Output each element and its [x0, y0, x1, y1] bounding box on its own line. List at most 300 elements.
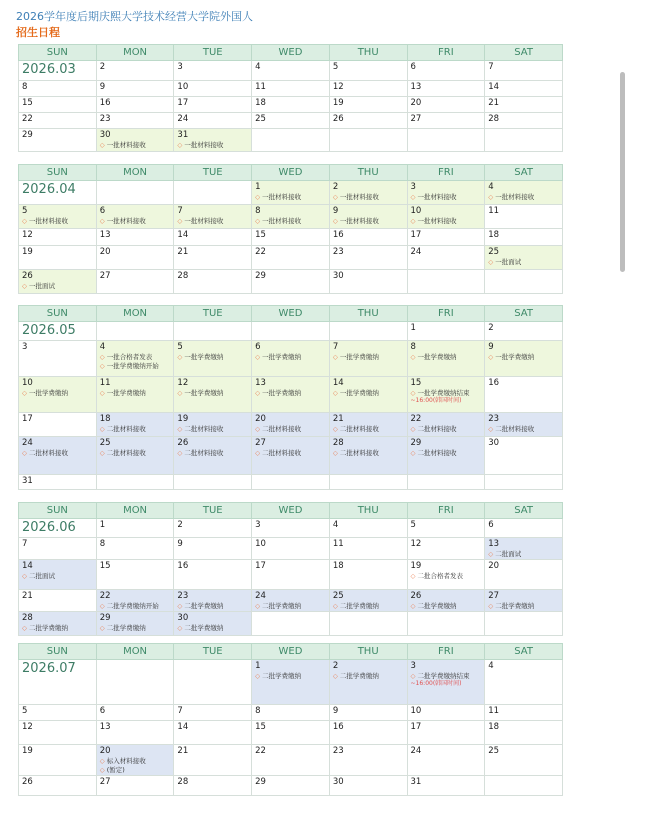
- event-label: [255, 389, 326, 397]
- day-number: 7: [177, 706, 183, 716]
- day-number: 5: [332, 62, 339, 72]
- day-number: 4: [488, 182, 494, 192]
- week-row: [19, 538, 563, 560]
- day-cell: [485, 612, 563, 636]
- diamond-icon: ◇: [99, 425, 105, 433]
- event-text: 一批材料接收: [417, 217, 457, 225]
- event-text: 二批材料接收: [184, 449, 224, 457]
- day-number: 6: [488, 520, 494, 530]
- day-cell: [96, 181, 174, 205]
- event-text: 二批面试: [495, 550, 522, 558]
- day-cell: [485, 81, 563, 97]
- weekday-label: WED: [252, 644, 330, 660]
- day-cell: [174, 538, 252, 560]
- day-cell: [329, 322, 407, 341]
- day-number: 28: [177, 777, 189, 787]
- day-cell: [407, 181, 485, 205]
- diamond-icon: ◇: [410, 449, 416, 457]
- week-row: [19, 81, 563, 97]
- day-cell: [174, 660, 252, 705]
- event-text: 一批学费缴纳: [495, 353, 535, 361]
- event-label: [411, 449, 482, 457]
- event-text: 二批合格者发表: [417, 572, 464, 580]
- day-number: 15: [99, 561, 111, 571]
- day-cell: [252, 705, 330, 721]
- day-number: 26: [410, 591, 422, 601]
- event-label: [411, 217, 482, 225]
- event-text: 一批学费缴纳: [262, 353, 302, 361]
- day-number: 7: [332, 342, 339, 352]
- event-label: [22, 217, 93, 225]
- day-cell: [485, 322, 563, 341]
- day-cell: [96, 413, 174, 437]
- day-number: 29: [99, 613, 111, 623]
- event-label: [177, 602, 248, 610]
- event-text: 一批学费缴纳: [106, 389, 146, 397]
- day-number: 20: [99, 247, 111, 257]
- weekday-label: MON: [96, 503, 174, 519]
- weekday-label: THU: [329, 503, 407, 519]
- diamond-icon: ◇: [177, 425, 183, 433]
- weekday-label: MON: [96, 45, 174, 61]
- event-text: 二批学费缴纳: [495, 602, 535, 610]
- day-cell: [96, 229, 174, 246]
- week-row: [19, 560, 563, 590]
- day-cell: [407, 745, 485, 776]
- day-cell: [485, 560, 563, 590]
- day-cell: [407, 377, 485, 413]
- event-text: 二批学费缴纳开始: [106, 602, 159, 610]
- day-number: 2: [332, 182, 339, 192]
- day-cell: [252, 97, 330, 113]
- event-label: [100, 449, 171, 457]
- month-label: 2026.04: [22, 182, 76, 197]
- day-number: 3: [177, 62, 183, 72]
- day-cell: [252, 475, 330, 490]
- day-cell: [174, 81, 252, 97]
- weekday-label: TUE: [174, 306, 252, 322]
- week-row: [19, 413, 563, 437]
- event-label: [177, 389, 248, 397]
- day-number: 29: [255, 271, 266, 281]
- day-number: 1: [255, 661, 261, 671]
- diamond-icon: ◇: [177, 141, 183, 149]
- day-cell: [252, 129, 330, 152]
- month-block: [18, 44, 563, 152]
- day-number: 30: [488, 438, 500, 448]
- day-cell: [252, 322, 330, 341]
- day-cell: [96, 745, 174, 776]
- week-row: [19, 660, 563, 705]
- weekday-label: TUE: [174, 503, 252, 519]
- day-cell: [174, 270, 252, 294]
- event-label: [22, 449, 93, 457]
- day-number: 25: [255, 114, 266, 124]
- event-label: [488, 353, 559, 361]
- weekday-header-row: [19, 644, 563, 660]
- event-label: [333, 672, 404, 680]
- day-number: 14: [22, 561, 33, 571]
- month-label: 2026.03: [22, 62, 76, 77]
- day-cell: [252, 776, 330, 796]
- event-label: [488, 602, 559, 610]
- day-cell: [19, 81, 97, 97]
- event-text: 二批材料接收: [106, 425, 146, 433]
- week-row: [19, 113, 563, 129]
- day-cell: [407, 721, 485, 745]
- diamond-icon: ◇: [488, 353, 494, 361]
- weekday-label: SAT: [485, 45, 563, 61]
- day-cell: [329, 705, 407, 721]
- day-number: 19: [332, 98, 344, 108]
- day-number: 2: [332, 661, 339, 671]
- day-number: 28: [22, 613, 33, 623]
- event-label: [22, 282, 93, 290]
- day-cell: [329, 437, 407, 475]
- day-number: 6: [410, 62, 416, 72]
- day-cell: [96, 519, 174, 538]
- day-cell: [96, 322, 174, 341]
- diamond-icon: ◇: [99, 141, 105, 149]
- day-cell: [329, 475, 407, 490]
- diamond-icon: ◇: [99, 217, 105, 225]
- day-cell: [252, 560, 330, 590]
- day-cell: [252, 246, 330, 270]
- day-cell: [485, 341, 563, 377]
- month-block: [18, 643, 563, 796]
- event-text: 二批材料接收: [495, 425, 535, 433]
- day-cell: [407, 538, 485, 560]
- diamond-icon: ◇: [255, 672, 261, 680]
- week-row: [19, 181, 563, 205]
- diamond-icon: ◇: [22, 572, 27, 580]
- event-text: 二批学费缴纳: [29, 624, 68, 632]
- weekday-label: SAT: [485, 503, 563, 519]
- day-cell: [485, 413, 563, 437]
- day-cell: [96, 612, 174, 636]
- day-cell: [407, 205, 485, 229]
- day-number: 10: [410, 706, 422, 716]
- week-row: [19, 437, 563, 475]
- day-cell: [19, 181, 97, 205]
- event-label: [411, 353, 482, 361]
- day-cell: [329, 413, 407, 437]
- day-cell: [485, 246, 563, 270]
- event-text: 二批材料接收: [417, 425, 457, 433]
- diamond-icon: ◇: [177, 353, 183, 361]
- day-number: 14: [488, 82, 500, 92]
- day-number: 9: [488, 342, 494, 352]
- day-number: 25: [99, 438, 111, 448]
- day-cell: [329, 113, 407, 129]
- day-cell: [329, 519, 407, 538]
- day-cell: [96, 246, 174, 270]
- day-number: 30: [177, 613, 189, 623]
- diamond-icon: ◇: [488, 193, 494, 201]
- day-cell: [485, 97, 563, 113]
- event-label: [255, 217, 326, 225]
- weekday-label: SUN: [19, 45, 97, 61]
- week-row: [19, 246, 563, 270]
- day-number: 8: [255, 706, 261, 716]
- day-cell: [407, 590, 485, 612]
- day-cell: [485, 590, 563, 612]
- diamond-icon: ◇: [22, 282, 27, 290]
- day-number: 5: [410, 520, 416, 530]
- day-number: 30: [332, 777, 344, 787]
- weekday-label: WED: [252, 503, 330, 519]
- event-text: 一批学费缴纳结束: [417, 389, 470, 397]
- event-label: [177, 425, 248, 433]
- week-row: [19, 475, 563, 490]
- day-number: 3: [410, 661, 416, 671]
- event-text: 二批学费缴纳: [262, 672, 302, 680]
- event-text: 二批学费缴纳: [184, 602, 224, 610]
- day-cell: [96, 660, 174, 705]
- diamond-icon: ◇: [22, 389, 27, 397]
- day-number: 22: [255, 247, 266, 257]
- weekday-label: SAT: [485, 644, 563, 660]
- event-label: [488, 193, 559, 201]
- day-cell: [485, 519, 563, 538]
- day-number: 11: [99, 378, 111, 388]
- diamond-icon: ◇: [177, 449, 183, 457]
- event-text: 一批学费缴纳: [262, 389, 302, 397]
- day-cell: [407, 560, 485, 590]
- day-number: 26: [22, 271, 33, 281]
- day-cell: [96, 377, 174, 413]
- day-number: 29: [255, 777, 266, 787]
- day-number: 9: [332, 706, 339, 716]
- weekday-label: SAT: [485, 306, 563, 322]
- day-number: 14: [177, 722, 189, 732]
- page-subtitle: 招生日程: [16, 26, 60, 39]
- day-number: 10: [177, 82, 189, 92]
- scrollbar-thumb[interactable]: [620, 72, 625, 272]
- day-number: 11: [255, 82, 266, 92]
- day-cell: [19, 519, 97, 538]
- diamond-icon: ◇: [410, 353, 416, 361]
- diamond-icon: ◇: [255, 389, 261, 397]
- day-cell: [174, 590, 252, 612]
- week-row: [19, 590, 563, 612]
- event-label: [255, 602, 326, 610]
- day-number: 13: [99, 230, 111, 240]
- day-number: 13: [410, 82, 422, 92]
- weekday-header-row: [19, 306, 563, 322]
- event-label: [255, 672, 326, 680]
- event-label: [411, 602, 482, 610]
- day-number: 12: [22, 230, 33, 240]
- diamond-icon: ◇: [99, 624, 105, 632]
- day-cell: [96, 705, 174, 721]
- day-cell: [174, 745, 252, 776]
- diamond-icon: ◇: [332, 449, 338, 457]
- event-text: 二批学费缴纳: [339, 672, 379, 680]
- event-label: [100, 389, 171, 397]
- event-text: 二批学费缴纳结束: [417, 672, 470, 680]
- event-label: [100, 362, 171, 370]
- day-number: 27: [99, 777, 111, 787]
- day-number: 23: [332, 746, 344, 756]
- day-cell: [485, 229, 563, 246]
- day-number: 30: [332, 271, 344, 281]
- weekday-label: SAT: [485, 165, 563, 181]
- day-number: 20: [255, 414, 266, 424]
- event-text: 一批材料接收: [417, 193, 457, 201]
- day-cell: [329, 721, 407, 745]
- event-label: [411, 672, 482, 680]
- diamond-icon: ◇: [410, 425, 416, 433]
- day-number: 15: [410, 378, 422, 388]
- day-cell: [407, 61, 485, 81]
- event-text: 一批学费缴纳: [417, 353, 457, 361]
- day-cell: [96, 776, 174, 796]
- diamond-icon: ◇: [177, 389, 183, 397]
- day-cell: [19, 229, 97, 246]
- event-label: [333, 425, 404, 433]
- day-cell: [19, 97, 97, 113]
- day-number: 31: [177, 130, 189, 140]
- event-label: [22, 572, 93, 580]
- event-label: [488, 550, 559, 558]
- event-label: [100, 766, 171, 774]
- diamond-icon: ◇: [332, 672, 338, 680]
- event-text: 一批材料接收: [106, 217, 146, 225]
- day-cell: [19, 660, 97, 705]
- day-cell: [96, 475, 174, 490]
- day-number: 5: [22, 206, 28, 216]
- day-cell: [407, 475, 485, 490]
- day-cell: [329, 612, 407, 636]
- day-cell: [19, 475, 97, 490]
- day-cell: [252, 61, 330, 81]
- day-number: 15: [22, 98, 33, 108]
- day-cell: [407, 413, 485, 437]
- day-number: 21: [177, 746, 189, 756]
- day-number: 26: [177, 438, 189, 448]
- diamond-icon: ◇: [99, 757, 105, 765]
- week-row: [19, 61, 563, 81]
- day-number: 10: [22, 378, 33, 388]
- day-number: 9: [332, 206, 339, 216]
- day-cell: [485, 61, 563, 81]
- diamond-icon: ◇: [488, 425, 494, 433]
- event-text: 一批学费缴纳: [184, 353, 224, 361]
- day-number: 13: [99, 722, 111, 732]
- day-cell: [19, 205, 97, 229]
- event-label: [177, 624, 248, 632]
- day-cell: [252, 205, 330, 229]
- day-number: 3: [255, 520, 261, 530]
- day-number: 20: [488, 561, 500, 571]
- day-cell: [329, 246, 407, 270]
- event-label: [333, 449, 404, 457]
- event-text: 一批材料接收: [184, 217, 224, 225]
- day-number: 19: [22, 746, 33, 756]
- day-number: 12: [177, 378, 189, 388]
- day-number: 23: [488, 414, 500, 424]
- event-label: [22, 389, 93, 397]
- day-cell: [407, 322, 485, 341]
- day-number: 8: [255, 206, 261, 216]
- day-cell: [174, 129, 252, 152]
- day-cell: [19, 437, 97, 475]
- day-number: 29: [22, 130, 33, 140]
- weekday-label: FRI: [407, 503, 485, 519]
- week-row: [19, 322, 563, 341]
- day-cell: [96, 81, 174, 97]
- month-block: [18, 502, 563, 636]
- day-number: 1: [255, 182, 261, 192]
- weekday-header-row: [19, 165, 563, 181]
- event-label: [333, 193, 404, 201]
- diamond-icon: ◇: [99, 362, 105, 370]
- day-cell: [485, 721, 563, 745]
- diamond-icon: ◇: [410, 389, 416, 397]
- day-number: 21: [22, 591, 33, 601]
- week-row: [19, 97, 563, 113]
- day-cell: [96, 97, 174, 113]
- day-number: 22: [22, 114, 33, 124]
- day-cell: [407, 612, 485, 636]
- weekday-label: MON: [96, 644, 174, 660]
- day-number: 19: [410, 561, 422, 571]
- weekday-label: WED: [252, 45, 330, 61]
- weekday-label: FRI: [407, 644, 485, 660]
- event-text: 一批学费缴纳: [29, 389, 68, 397]
- diamond-icon: ◇: [177, 217, 183, 225]
- event-text: 二批材料接收: [339, 425, 379, 433]
- day-cell: [252, 270, 330, 294]
- month-block: [18, 164, 563, 294]
- day-number: 18: [488, 722, 500, 732]
- day-number: 24: [410, 247, 422, 257]
- day-cell: [19, 322, 97, 341]
- day-number: 12: [410, 539, 422, 549]
- event-label: [411, 572, 482, 580]
- day-cell: [19, 705, 97, 721]
- day-cell: [174, 377, 252, 413]
- week-row: [19, 721, 563, 745]
- event-label: [177, 449, 248, 457]
- day-number: 27: [255, 438, 266, 448]
- event-label: [22, 624, 93, 632]
- day-cell: [174, 113, 252, 129]
- event-label: [411, 389, 482, 397]
- day-number: 30: [99, 130, 111, 140]
- day-cell: [252, 81, 330, 97]
- day-number: 25: [488, 746, 500, 756]
- event-text: 二批材料接收: [339, 449, 379, 457]
- event-text: 一批合格者发表: [106, 353, 153, 361]
- diamond-icon: ◇: [488, 602, 494, 610]
- day-number: 26: [332, 114, 344, 124]
- day-cell: [485, 270, 563, 294]
- event-label: [100, 217, 171, 225]
- day-cell: [174, 341, 252, 377]
- event-text: 标入材料接收: [106, 757, 146, 765]
- event-label: [333, 602, 404, 610]
- day-number: 12: [22, 722, 33, 732]
- day-cell: [96, 129, 174, 152]
- day-cell: [174, 705, 252, 721]
- day-cell: [252, 113, 330, 129]
- day-cell: [485, 705, 563, 721]
- day-number: 26: [22, 777, 33, 787]
- day-number: 3: [22, 342, 28, 352]
- event-text: 一批材料接收: [106, 141, 146, 149]
